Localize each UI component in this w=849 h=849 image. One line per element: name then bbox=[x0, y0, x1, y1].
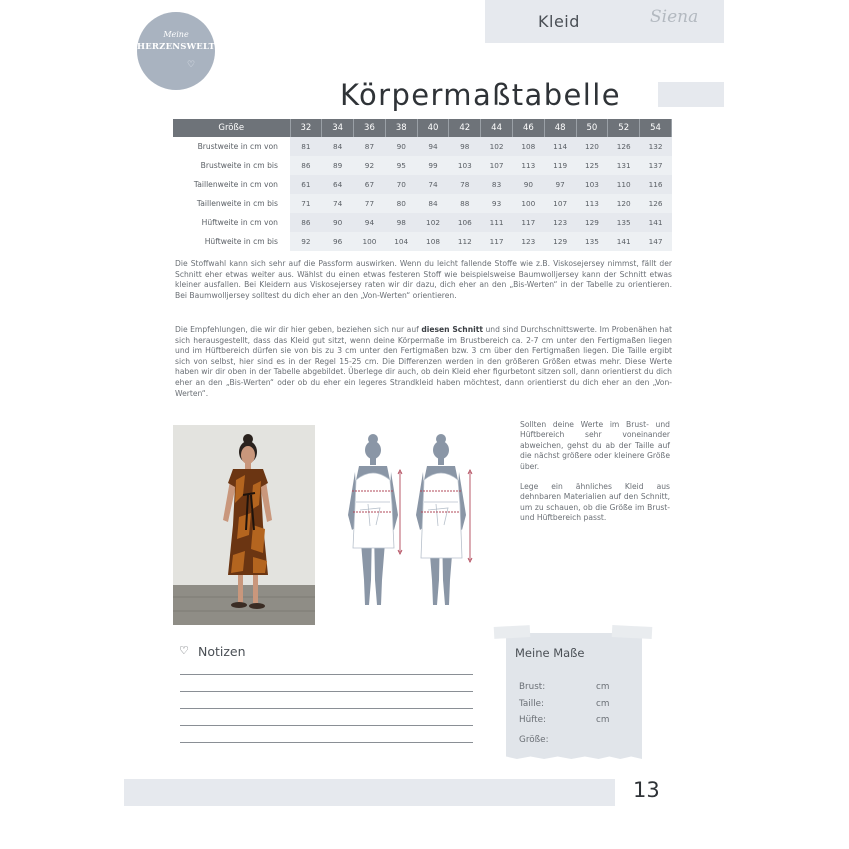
page-title: Körpermaßtabelle bbox=[340, 78, 621, 112]
groesse-label: Größe: bbox=[519, 735, 549, 745]
table-cell: 89 bbox=[322, 156, 354, 175]
table-cell: 103 bbox=[449, 156, 481, 175]
table-cell: 78 bbox=[449, 175, 481, 194]
row-label: Brustweite in cm bis bbox=[173, 156, 290, 175]
text-size-transition: Sollten deine Werte im Brust- und Hüftbereich sehr voneinander abweichen, gehst du ab der Taille auf die nächst größere oder kleinere Größe über. bbox=[520, 420, 670, 471]
table-cell: 98 bbox=[449, 137, 481, 156]
body-figures-illustration bbox=[340, 430, 480, 615]
table-cell: 132 bbox=[640, 137, 672, 156]
table-header-cell: 36 bbox=[354, 119, 386, 137]
page-number: 13 bbox=[633, 778, 660, 802]
table-cell: 126 bbox=[640, 194, 672, 213]
table-cell: 103 bbox=[576, 175, 608, 194]
table-cell: 92 bbox=[290, 232, 322, 251]
table-cell: 88 bbox=[449, 194, 481, 213]
measuring-figures bbox=[340, 430, 480, 615]
table-cell: 147 bbox=[640, 232, 672, 251]
brust-unit: cm bbox=[596, 682, 610, 692]
table-cell: 110 bbox=[608, 175, 640, 194]
table-cell: 120 bbox=[608, 194, 640, 213]
table-cell: 129 bbox=[576, 213, 608, 232]
table-cell: 135 bbox=[576, 232, 608, 251]
row-label: Hüftweite in cm bis bbox=[173, 232, 290, 251]
text-emphasis: diesen Schnitt bbox=[421, 325, 483, 334]
table-cell: 112 bbox=[449, 232, 481, 251]
pattern-name: Siena bbox=[650, 7, 699, 27]
note-line bbox=[180, 742, 473, 743]
table-header-cell: 32 bbox=[290, 119, 322, 137]
table-cell: 123 bbox=[544, 213, 576, 232]
taille-label: Taille: bbox=[519, 699, 545, 709]
table-header-cell: 42 bbox=[449, 119, 481, 137]
tape-decoration bbox=[612, 625, 653, 639]
table-cell: 77 bbox=[354, 194, 386, 213]
table-cell: 104 bbox=[385, 232, 417, 251]
table-cell: 96 bbox=[322, 232, 354, 251]
table-cell: 114 bbox=[544, 137, 576, 156]
text-segment: Die Empfehlungen, die wir dir hier geben, beziehen sich nur auf bbox=[175, 325, 422, 334]
table-cell: 94 bbox=[417, 137, 449, 156]
text-recommendations bbox=[175, 325, 672, 399]
table-cell: 80 bbox=[385, 194, 417, 213]
table-cell: 119 bbox=[544, 156, 576, 175]
side-text bbox=[520, 420, 670, 534]
table-row bbox=[173, 232, 672, 251]
table-cell: 111 bbox=[481, 213, 513, 232]
table-cell: 126 bbox=[608, 137, 640, 156]
table-cell: 95 bbox=[385, 156, 417, 175]
model-illustration bbox=[173, 425, 315, 625]
table-row bbox=[173, 175, 672, 194]
table-cell: 117 bbox=[481, 232, 513, 251]
brand-logo bbox=[137, 12, 215, 90]
text-fabric-advice: Die Stoffwahl kann sich sehr auf die Passform auswirken. Wenn du leicht fallende Stoffe wie z.B. Viskosejersey nimmst, fällt der Schnitt eher etwas weiter aus. Wählst du einen etwas festeren Stoff wie beispielsweise Baumwolljersey kann der Schnitt etwas kleiner ausfallen. Bei Kleidern aus Viskosejersey raten wir dir dazu, dich eher an den „Bis-Werten“ in der Tabelle zu orientieren. Bei Baumwolljersey solltest du dich eher an den „Von-Werten“ orientieren. bbox=[175, 259, 672, 300]
huefte-label: Hüfte: bbox=[519, 715, 546, 725]
table-header-cell: 34 bbox=[322, 119, 354, 137]
taille-unit: cm bbox=[596, 699, 610, 709]
table-cell: 102 bbox=[481, 137, 513, 156]
table-cell: 90 bbox=[512, 175, 544, 194]
row-label: Brustweite in cm von bbox=[173, 137, 290, 156]
text-segment: und sind Durchschnittswerte. Im Probenähen hat sich herausgestellt, dass das Kleid gut sitzt, wenn deine Körpermaße im Brustbereich ca. 2-7 cm unter den Fertigmaßen liegen und im Hüftbereich dürfen sie von bis zu 3 cm unter den Fertigmaßen bzw. 3 cm über den Fertigmaßen liegen. Die Taille ergibt sich von selbst, hier sind es in der Regel 15-25 cm. Die Differenzen werden in den größeren Größen etwas mehr. Diese Werte haben wir dir oben in der Tabelle abgebildet. Überlege dir auch, ob dein Kleid eher figurbetont sitzen soll, dann orientierst du dich eher an den „Bis-Werten“ oder ob du eher ein legeres Strandkleid haben möchtest, dann orientierst du dich eher an den „Von-Werten“. bbox=[175, 325, 672, 398]
table-cell: 64 bbox=[322, 175, 354, 194]
row-label: Taillenweite in cm bis bbox=[173, 194, 290, 213]
row-label: Taillenweite in cm von bbox=[173, 175, 290, 194]
table-cell: 92 bbox=[354, 156, 386, 175]
table-cell: 83 bbox=[481, 175, 513, 194]
text-compare-dress: Lege ein ähnliches Kleid aus dehnbaren Materialien auf den Schnitt, um zu schauen, ob die Größe im Brust- und Hüftbereich passt. bbox=[520, 482, 670, 523]
table-row bbox=[173, 194, 672, 213]
title-decoration bbox=[658, 82, 724, 107]
notes-title: Notizen bbox=[198, 644, 246, 659]
table-cell: 94 bbox=[354, 213, 386, 232]
table-cell: 107 bbox=[481, 156, 513, 175]
table-cell: 141 bbox=[640, 213, 672, 232]
table-cell: 141 bbox=[608, 232, 640, 251]
table-header-cell: 38 bbox=[385, 119, 417, 137]
table-cell: 125 bbox=[576, 156, 608, 175]
note-line bbox=[180, 691, 473, 692]
table-cell: 131 bbox=[608, 156, 640, 175]
table-header-cell: 48 bbox=[544, 119, 576, 137]
table-cell: 81 bbox=[290, 137, 322, 156]
table-cell: 97 bbox=[544, 175, 576, 194]
table-cell: 120 bbox=[576, 137, 608, 156]
table-header-cell: 40 bbox=[417, 119, 449, 137]
model-photo bbox=[173, 425, 315, 625]
table-header-cell: 44 bbox=[481, 119, 513, 137]
table-header-cell: 52 bbox=[608, 119, 640, 137]
table-cell: 84 bbox=[417, 194, 449, 213]
logo-line2: HERZENSWELT bbox=[137, 42, 215, 52]
note-line bbox=[180, 725, 473, 726]
table-header-cell: 50 bbox=[576, 119, 608, 137]
table-cell: 71 bbox=[290, 194, 322, 213]
huefte-unit: cm bbox=[596, 715, 610, 725]
table-cell: 102 bbox=[417, 213, 449, 232]
size-table bbox=[173, 119, 672, 251]
table-cell: 135 bbox=[608, 213, 640, 232]
table-cell: 74 bbox=[417, 175, 449, 194]
table-cell: 74 bbox=[322, 194, 354, 213]
table-header-cell: Größe bbox=[173, 119, 290, 137]
table-cell: 107 bbox=[544, 194, 576, 213]
table-cell: 129 bbox=[544, 232, 576, 251]
table-row bbox=[173, 156, 672, 175]
table-cell: 93 bbox=[481, 194, 513, 213]
table-cell: 100 bbox=[354, 232, 386, 251]
table-cell: 86 bbox=[290, 156, 322, 175]
note-line bbox=[180, 708, 473, 709]
logo-line1: Meine bbox=[163, 30, 189, 39]
table-cell: 108 bbox=[512, 137, 544, 156]
table-row bbox=[173, 137, 672, 156]
table-cell: 100 bbox=[512, 194, 544, 213]
table-cell: 70 bbox=[385, 175, 417, 194]
table-cell: 99 bbox=[417, 156, 449, 175]
table-row bbox=[173, 213, 672, 232]
table-cell: 61 bbox=[290, 175, 322, 194]
table-cell: 123 bbox=[512, 232, 544, 251]
table-cell: 87 bbox=[354, 137, 386, 156]
table-cell: 137 bbox=[640, 156, 672, 175]
note-line bbox=[180, 674, 473, 675]
table-cell: 98 bbox=[385, 213, 417, 232]
table-cell: 113 bbox=[512, 156, 544, 175]
table-cell: 90 bbox=[322, 213, 354, 232]
footer-bar bbox=[124, 779, 615, 806]
table-cell: 116 bbox=[640, 175, 672, 194]
table-header-cell: 46 bbox=[512, 119, 544, 137]
brust-label: Brust: bbox=[519, 682, 546, 692]
table-cell: 117 bbox=[512, 213, 544, 232]
table-header-row bbox=[173, 119, 672, 137]
measures-title: Meine Maße bbox=[515, 646, 585, 660]
heart-icon: ♡ bbox=[179, 644, 189, 657]
table-cell: 106 bbox=[449, 213, 481, 232]
tape-decoration bbox=[494, 625, 531, 639]
table-cell: 86 bbox=[290, 213, 322, 232]
heart-icon: ♡ bbox=[187, 60, 196, 70]
table-cell: 108 bbox=[417, 232, 449, 251]
table-cell: 84 bbox=[322, 137, 354, 156]
table-cell: 67 bbox=[354, 175, 386, 194]
header-label: Kleid bbox=[538, 12, 580, 31]
table-cell: 90 bbox=[385, 137, 417, 156]
row-label: Hüftweite in cm von bbox=[173, 213, 290, 232]
table-header-cell: 54 bbox=[640, 119, 672, 137]
table-cell: 113 bbox=[576, 194, 608, 213]
